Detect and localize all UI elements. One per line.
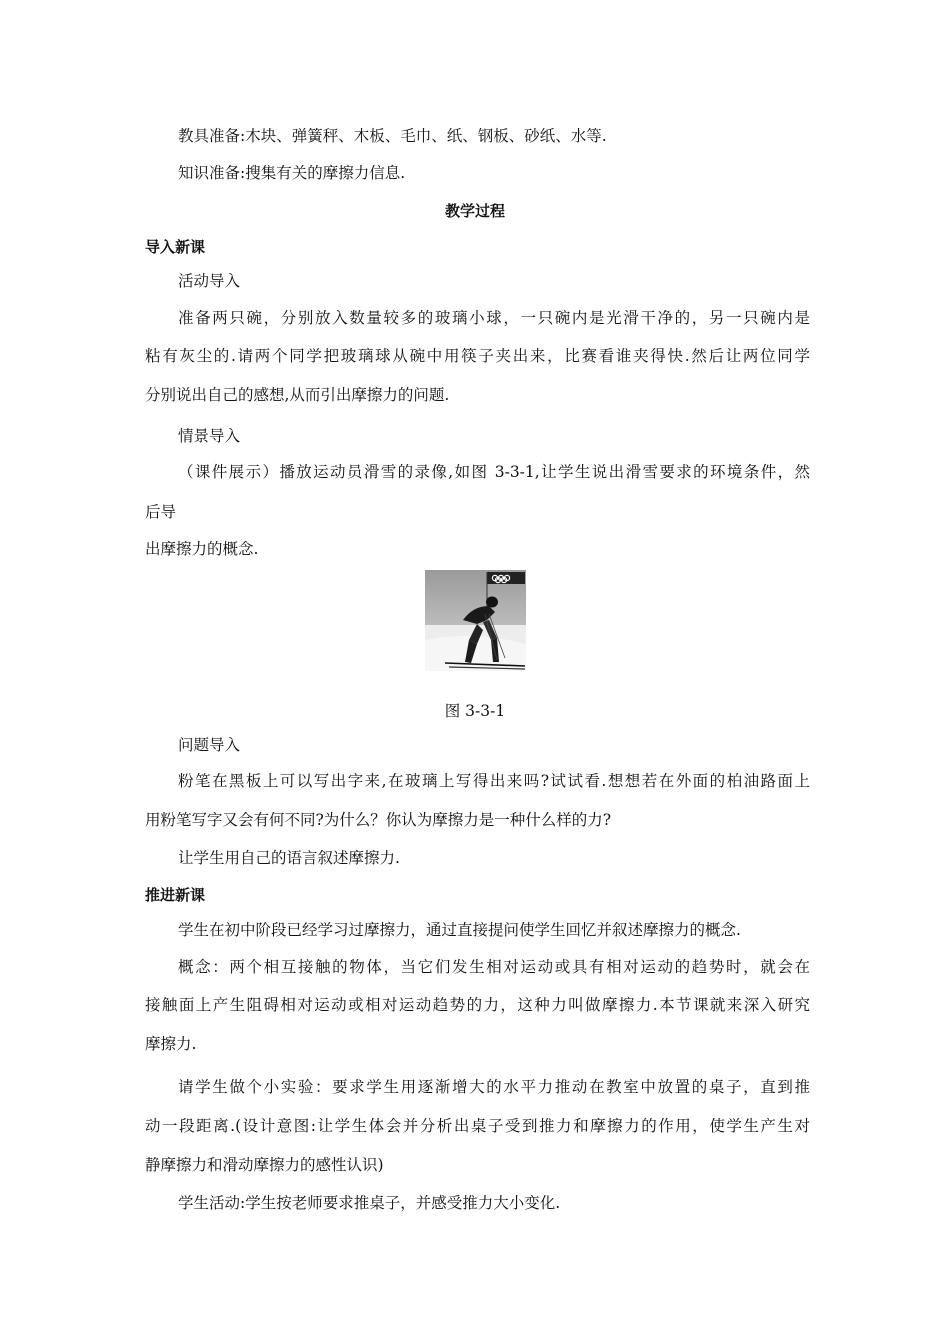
skier-figure-image: [425, 570, 526, 671]
concept-paragraph-line-1: 概念：两个相互接触的物体，当它们发生相对运动或具有相对运动的趋势时，就会在: [178, 958, 810, 976]
question-paragraph-line-3: 让学生用自己的语言叙述摩擦力.: [178, 849, 400, 867]
experiment-paragraph-line-1: 请学生做个小实验：要求学生用逐渐增大的水平力推动在教室中放置的桌子，直到推: [178, 1078, 810, 1096]
heading-advance: 推进新课: [145, 886, 206, 904]
question-paragraph-line-1: 粉笔在黑板上可以写出字来,在玻璃上写得出来吗?试试看.想想若在外面的柏油路面上: [178, 772, 810, 790]
concept-paragraph-line-3: 摩擦力.: [145, 1035, 197, 1053]
heading-intro: 导入新课: [145, 238, 206, 256]
section-title-process: 教学过程: [444, 202, 505, 220]
student-activity-line: 学生活动:学生按老师要求推桌子，并感受推力大小变化.: [178, 1194, 561, 1212]
scene-intro-label: 情景导入: [178, 427, 241, 445]
concept-paragraph-line-2: 接触面上产生阻碍相对运动或相对运动趋势的力，这种力叫做摩擦力.本节课就来深入研究: [145, 996, 810, 1014]
experiment-paragraph-line-2: 动一段距离.(设计意图:让学生体会并分析出桌子受到推力和摩擦力的作用，使学生产生对: [145, 1117, 810, 1135]
activity-paragraph-line-2: 粘有灰尘的.请两个同学把玻璃球从碗中用筷子夹出来，比赛看谁夹得快.然后让两位同学: [145, 347, 810, 365]
scene-paragraph-line-3: 出摩擦力的概念.: [145, 540, 259, 558]
scene-paragraph-line-1: （课件展示）播放运动员滑雪的录像,如图 3-3-1,让学生说出滑雪要求的环境条件，然: [178, 463, 810, 481]
activity-paragraph-line-1: 准备两只碗，分别放入数量较多的玻璃小球，一只碗内是光滑干净的，另一只碗内是: [178, 309, 810, 327]
prep-tools-line: 教具准备:木块、弹簧秤、木板、毛巾、纸、钢板、砂纸、水等.: [178, 127, 607, 145]
question-intro-label: 问题导入: [178, 736, 241, 754]
prep-knowledge-line: 知识准备:搜集有关的摩擦力信息.: [178, 164, 406, 182]
question-paragraph-line-2: 用粉笔写字又会有何不同?为什么？你认为摩擦力是一种什么样的力?: [145, 811, 612, 829]
experiment-paragraph-line-3: 静摩擦力和滑动摩擦力的感性认识): [145, 1156, 384, 1174]
scene-paragraph-line-2: 后导: [145, 503, 177, 521]
advance-paragraph-line-1: 学生在初中阶段已经学习过摩擦力，通过直接提问使学生回忆并叙述摩擦力的概念.: [178, 921, 741, 939]
activity-intro-label: 活动导入: [178, 272, 241, 290]
figure-caption: 图 3-3-1: [444, 702, 506, 720]
activity-paragraph-line-3: 分别说出自己的感想,从而引出摩擦力的问题.: [145, 386, 450, 404]
